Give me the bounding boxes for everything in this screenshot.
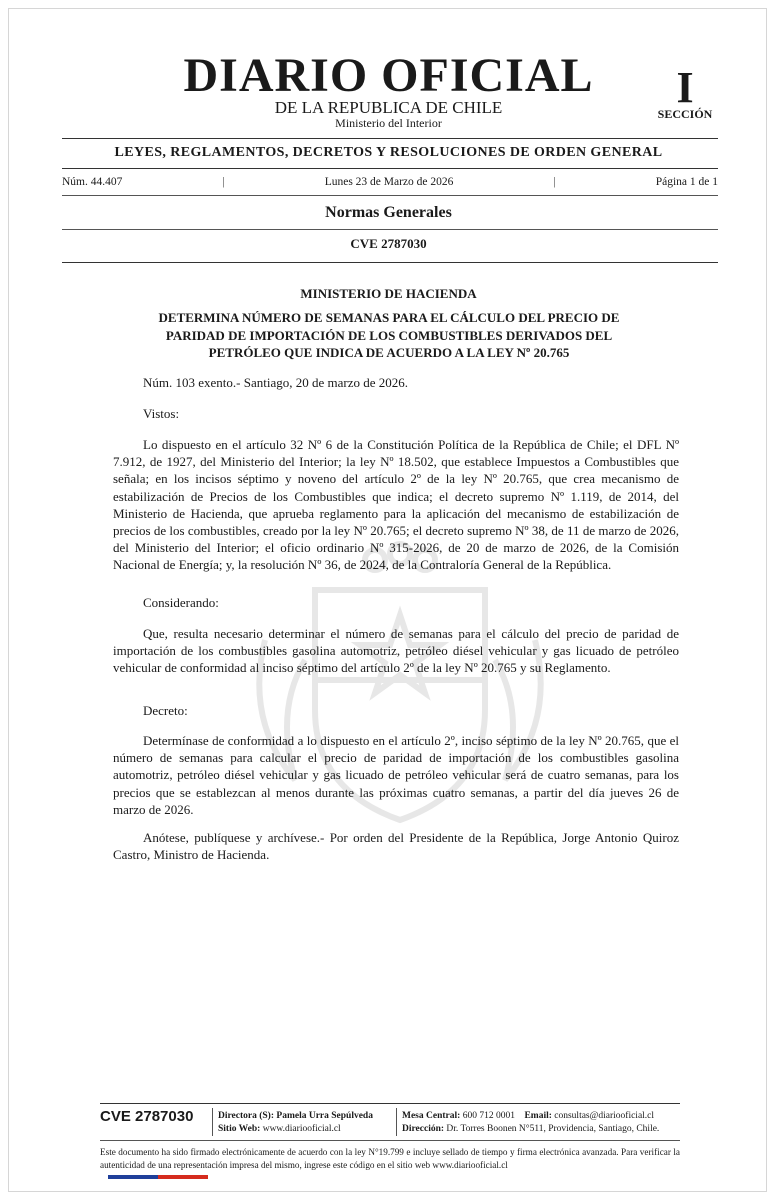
footer-director-block [218,1110,393,1136]
email-label: Email: [524,1111,552,1121]
category-line: LEYES, REGLAMENTOS, DECRETOS Y RESOLUCIONES DE ORDEN GENERAL [114,145,663,160]
closing-paragraph: Anótese, publíquese y archívese.- Por orden del Presidente de la República, Jorge Antonio Quiroz Castro, Ministro de Hacienda. [113,830,679,863]
divider [62,229,718,230]
flag-blue-stripe [108,1175,158,1179]
newspaper-ministry: Ministerio del Interior [335,116,442,130]
newspaper-title: DIARIO OFICIAL [183,49,594,102]
document-title: DETERMINA NÚMERO DE SEMANAS PARA EL CÁLCULO DEL PRECIO DE PARIDAD DE IMPORTACIÓN DE LOS COMBUSTIBLES DERIVADOS DEL PETRÓLEO QUE INDICA DE ACUERDO A LA LEY Nº 20.765 [158,310,620,360]
normas-heading: Normas Generales [325,204,452,221]
section-label: SECCIÓN [657,107,713,121]
decreto-paragraph: Determínase de conformidad a lo dispuesto en el artículo 2º, inciso séptimo de la ley Nº 20.765, que el número de semanas para calcular el precio de paridad de importación de los combustibles gasolina automotriz, petróleo diésel vehicular y gas licuado de petróleo vehicular será de cuatro semanas, para los precios que se establezcan al menos durante las próximas cuatro semanas, a partir del día jueves 26 de marzo de 2026. [113,733,679,817]
vistos-label: Vistos: [143,406,180,421]
email-address[interactable]: consultas@diariooficial.cl [554,1111,655,1121]
director-name: Pamela Urra Sepúlveda [276,1111,373,1121]
footer-contact-block [402,1110,692,1136]
decreto-label: Decreto: [143,703,188,718]
footer-divider [100,1140,680,1141]
flag-red-stripe [158,1175,208,1179]
web-label: Sitio Web: [218,1124,261,1134]
considerando-paragraph: Que, resulta necesario determinar el número de semanas para el cálculo del precio de paridad de importación de los combustibles gasolina automotriz, petróleo diésel vehicular y gas licuado de petróleo vehicular de conformidad al inciso séptimo del artículo 2º de la ley Nº 20.765 y su Reglamento. [113,626,679,676]
director-label: Directora (S): [218,1111,275,1121]
divider [62,195,718,196]
divider [62,138,718,139]
issue-number: Núm. 44.407 [62,176,123,188]
divider [62,262,718,263]
chile-flag-stripe [108,1175,208,1179]
meta-separator: | [222,176,225,188]
vistos-paragraph: Lo dispuesto en el artículo 32 Nº 6 de la Constitución Política de la República de Chile; el DFL Nº 7.912, de 1927, del Ministerio del Interior; la ley Nº 18.502, que establece Impuestos a Combustibles que señala; en los incisos séptimo y noveno del artículo 2º de la ley Nº 20.765, que crea mecanismo de estabilización de Precios de los Combustibles que indica; el decreto supremo Nº 1.119, de 2014, del Ministerio de Hacienda, que aprueba reglamento para la aplicación del mecanismo de estabilización de precios de los combustibles, creado por la ley Nº 20.765; el decreto supremo Nº 38, de 11 de marzo de 2026, del Ministerio del Interior; el oficio ordinario Nº 315-2026, de 20 de marzo de 2026, de la Comisión Nacional de Energía; y, la resolución Nº 36, de 2024, de la Contraloría General de la República. [113,437,679,573]
legal-notice: Este documento ha sido firmado electrónicamente de acuerdo con la ley N°19.799 e incluye sellado de tiempo y firma electrónica avanzada. Para verificar la autenticidad de una representación impresa del mismo, ingrese este código en el sitio web www.diariooficial.cl [100,1147,680,1170]
decree-number-line: Núm. 103 exento.- Santiago, 20 de marzo de 2026. [143,375,408,390]
meta-separator: | [553,176,556,188]
issuing-ministry: MINISTERIO DE HACIENDA [300,286,477,301]
address-value: Dr. Torres Boonen N°511, Providencia, Santiago, Chile. [446,1124,660,1134]
address-label: Dirección: [402,1124,445,1134]
mesa-label: Mesa Central: [402,1111,461,1121]
section-numeral: I [676,63,694,112]
considerando-label: Considerando: [143,595,219,610]
cve-code: CVE 2787030 [350,236,427,251]
page-count: Página 1 de 1 [655,176,718,188]
newspaper-subtitle: DE LA REPUBLICA DE CHILE [274,98,503,117]
footer-separator [212,1108,213,1136]
footer-cve-code: CVE 2787030 [100,1108,194,1125]
web-url[interactable]: www.diariooficial.cl [262,1124,341,1134]
footer-divider [100,1103,680,1104]
mesa-phone: 600 712 0001 [462,1111,515,1121]
footer-separator [396,1108,397,1136]
issue-date: Lunes 23 de Marzo de 2026 [324,176,454,188]
divider [62,168,718,169]
issue-meta-row [62,176,718,188]
